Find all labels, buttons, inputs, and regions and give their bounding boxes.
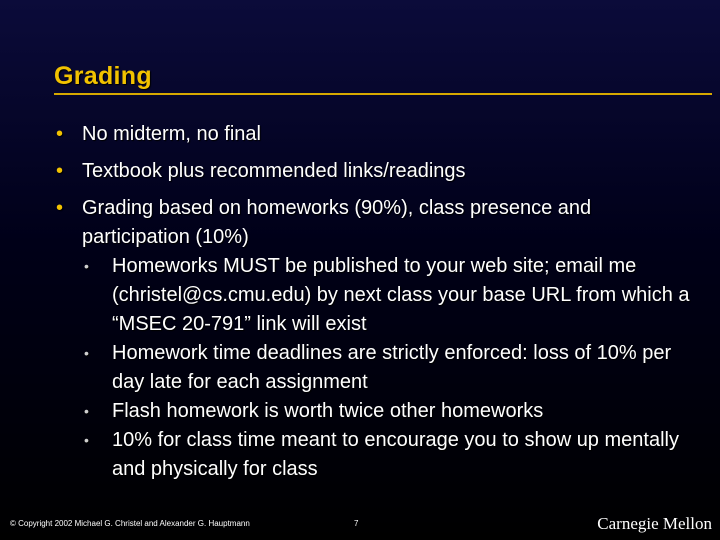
bullet-dot-icon: • — [56, 197, 64, 219]
slide-title: Grading — [54, 62, 152, 90]
sub-bullet-dot-icon: • — [84, 345, 89, 361]
footer-brand-logo: Carnegie Mellon — [597, 514, 712, 533]
bullet-item — [54, 120, 694, 149]
sub-bullet-text: Homework time deadlines are strictly enforced: loss of 10% per day late for each assignment — [112, 342, 672, 393]
sub-bullet-item — [82, 426, 694, 484]
sub-bullet-text: 10% for class time meant to encourage you to show up mentally and physically for class — [112, 429, 679, 480]
bullet-text: Grading based on homeworks (90%), class presence and participation (10%) — [82, 197, 592, 248]
bullet-text: No midterm, no final — [82, 123, 261, 145]
bullet-dot-icon: • — [56, 160, 64, 182]
bullet-item — [54, 157, 694, 186]
sub-bullet-text: Homeworks MUST be published to your web site; email me (christel@cs.cmu.edu) by next class your base URL from which a “MSEC 20-791” link will exist — [112, 255, 690, 335]
sub-bullet-dot-icon: • — [84, 432, 89, 448]
sub-bullet-dot-icon: • — [84, 403, 89, 419]
footer-page-number: 7 — [354, 519, 359, 528]
sub-bullet-item — [82, 397, 694, 426]
bullet-dot-icon: • — [56, 123, 64, 145]
sub-bullet-text: Flash homework is worth twice other homeworks — [112, 400, 544, 422]
footer-copyright: © Copyright 2002 Michael G. Christel and Alexander G. Hauptmann — [10, 519, 250, 528]
title-underline — [54, 93, 712, 95]
sub-bullet-item — [82, 339, 694, 397]
sub-bullet-item — [82, 252, 694, 339]
bullet-text: Textbook plus recommended links/readings — [82, 160, 466, 182]
slide-body — [54, 120, 694, 484]
sub-bullet-list — [82, 252, 694, 484]
sub-bullet-dot-icon: • — [84, 258, 89, 274]
bullet-item — [54, 194, 694, 484]
